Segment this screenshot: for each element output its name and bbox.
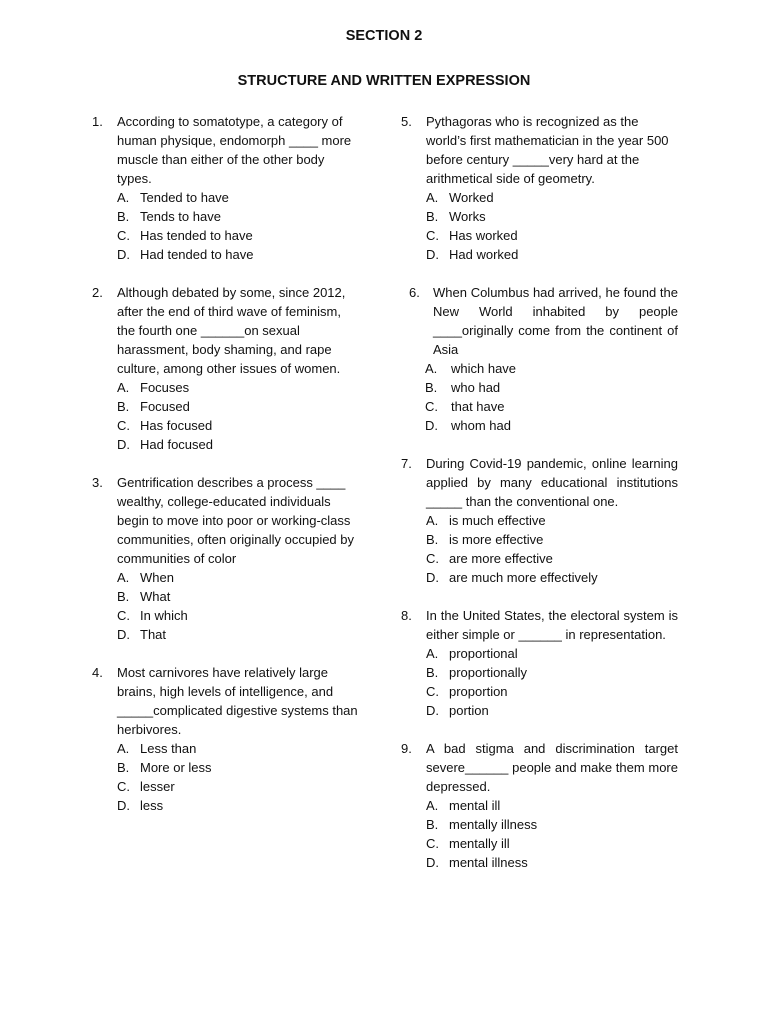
option-text: mentally ill: [449, 836, 510, 851]
option-letter: B.: [117, 399, 130, 414]
option-text: In which: [140, 608, 188, 623]
option-letter: A.: [117, 190, 130, 205]
option-text: proportion: [449, 684, 508, 699]
question-number: 3.: [92, 475, 103, 490]
question-3: [92, 473, 360, 644]
option-c: [117, 606, 360, 625]
question-9: [401, 739, 678, 872]
question-number: 1.: [92, 114, 103, 129]
option-d: [117, 245, 360, 264]
option-c: [426, 682, 678, 701]
option-letter: C.: [117, 608, 130, 623]
option-letter: C.: [426, 836, 439, 851]
option-a: [117, 568, 360, 587]
option-text: portion: [449, 703, 489, 718]
question-1: [92, 112, 360, 264]
option-text: Had tended to have: [140, 247, 254, 262]
option-text: Focused: [140, 399, 190, 414]
option-a: [117, 188, 360, 207]
spacer: [401, 435, 678, 454]
option-letter: D.: [117, 798, 130, 813]
question-stem: When Columbus had arrived, he found the New World inhabited by people ____originally come from the continent of Asia: [433, 285, 678, 357]
option-a: [426, 644, 678, 663]
option-text: lesser: [140, 779, 175, 794]
option-b: [117, 397, 360, 416]
option-letter: D.: [117, 437, 130, 452]
option-text: are much more effectively: [449, 570, 598, 585]
option-text: proportionally: [449, 665, 528, 680]
option-text: Focuses: [140, 380, 190, 395]
spacer: [401, 587, 678, 606]
option-letter: C.: [426, 684, 439, 699]
option-text: Had focused: [140, 437, 213, 452]
option-text: Has worked: [449, 228, 518, 243]
question-stem: Most carnivores have relatively large brains, high levels of intelligence, and _____complicated digestive systems than herbivores.: [117, 665, 358, 737]
question-8: [401, 606, 678, 720]
question-stem: Pythagoras who is recognized as the world’s first mathematician in the year 500 before century _____very hard at the arithmetical side of geometry.: [426, 114, 669, 186]
option-text: Has focused: [140, 418, 213, 433]
option-text: Tends to have: [140, 209, 221, 224]
option-letter: A.: [426, 798, 439, 813]
option-list: [426, 188, 678, 264]
option-d: [117, 435, 360, 454]
option-letter: C.: [425, 399, 438, 414]
option-list: [117, 378, 360, 454]
option-text: That: [140, 627, 167, 642]
option-a: [426, 796, 678, 815]
option-text: are more effective: [449, 551, 553, 566]
option-a: [117, 378, 360, 397]
option-text: Has tended to have: [140, 228, 253, 243]
option-b: [117, 207, 360, 226]
section-heading: SECTION 2: [345, 28, 423, 44]
question-5: [401, 112, 678, 264]
option-list: [117, 568, 360, 644]
question-stem: According to somatotype, a category of human physique, endomorph ____ more muscle than either of the other body types.: [117, 114, 352, 186]
option-letter: B.: [426, 209, 439, 224]
option-letter: B.: [426, 665, 439, 680]
option-text: whom had: [451, 418, 511, 433]
option-text: Less than: [140, 741, 197, 756]
spacer: [401, 264, 678, 283]
question-stem: Gentrification describes a process ____ wealthy, college-educated individuals begin to move into poor or working-class communities, often originally occupied by communities of color: [117, 475, 355, 566]
option-text: Tended to have: [140, 190, 229, 205]
option-b: [426, 815, 678, 834]
option-a: [117, 739, 360, 758]
option-c: [117, 777, 360, 796]
option-text: less: [140, 798, 164, 813]
question-number: 4.: [92, 665, 103, 680]
option-letter: B.: [117, 209, 130, 224]
option-c: [425, 397, 678, 416]
question-7: [401, 454, 678, 587]
option-b: [425, 378, 678, 397]
option-text: mental ill: [449, 798, 501, 813]
option-text: proportional: [449, 646, 518, 661]
option-text: Works: [449, 209, 486, 224]
question-number: 7.: [401, 456, 412, 471]
question-6: [401, 283, 678, 435]
option-list: [425, 359, 678, 435]
option-letter: A.: [117, 380, 130, 395]
option-list: [426, 644, 678, 720]
option-text: who had: [451, 380, 501, 395]
option-text: which have: [451, 361, 517, 376]
page-title: STRUCTURE AND WRITTEN EXPRESSION: [237, 73, 531, 89]
option-letter: A.: [425, 361, 438, 376]
option-list: [426, 511, 678, 587]
option-text: Had worked: [449, 247, 519, 262]
option-text: that have: [451, 399, 505, 414]
option-text: is much effective: [449, 513, 546, 528]
option-d: [426, 245, 678, 264]
right-column: [401, 112, 678, 872]
option-b: [117, 587, 360, 606]
option-c: [426, 549, 678, 568]
question-number: 8.: [401, 608, 412, 623]
option-b: [426, 530, 678, 549]
option-letter: A.: [426, 646, 439, 661]
spacer: [92, 454, 360, 473]
option-letter: D.: [117, 627, 130, 642]
option-letter: B.: [117, 589, 130, 604]
option-letter: A.: [426, 513, 439, 528]
option-text: mental illness: [449, 855, 528, 870]
question-stem: During Covid-19 pandemic, online learning applied by many educational institutions _____ than the conventional one.: [426, 456, 678, 509]
question-number: 5.: [401, 114, 412, 129]
option-d: [426, 853, 678, 872]
option-letter: A.: [117, 741, 130, 756]
left-column: [92, 112, 360, 815]
option-list: [426, 796, 678, 872]
option-letter: D.: [426, 855, 439, 870]
question-2: [92, 283, 360, 454]
question-number: 9.: [401, 741, 412, 756]
question-number: 6.: [409, 285, 420, 300]
option-a: [426, 188, 678, 207]
option-b: [426, 663, 678, 682]
question-stem: Although debated by some, since 2012, after the end of third wave of feminism, the fourth one ______on sexual harassment, body shaming, and rape culture, among other issues of women.: [117, 285, 346, 376]
question-stem: In the United States, the electoral system is either simple or ______ in representation.: [426, 608, 678, 642]
option-letter: C.: [426, 228, 439, 243]
option-letter: A.: [117, 570, 130, 585]
option-c: [117, 416, 360, 435]
option-letter: D.: [426, 703, 439, 718]
option-b: [117, 758, 360, 777]
spacer: [401, 720, 678, 739]
question-stem: A bad stigma and discrimination target severe______ people and make them more depressed.: [426, 741, 678, 794]
option-letter: A.: [426, 190, 439, 205]
option-letter: B.: [426, 532, 439, 547]
option-d: [425, 416, 678, 435]
option-b: [426, 207, 678, 226]
option-letter: B.: [426, 817, 439, 832]
option-letter: C.: [426, 551, 439, 566]
option-list: [117, 739, 360, 815]
option-letter: C.: [117, 418, 130, 433]
option-letter: B.: [425, 380, 438, 395]
option-letter: C.: [117, 228, 130, 243]
option-a: [425, 359, 678, 378]
option-letter: D.: [117, 247, 130, 262]
option-text: What: [140, 589, 171, 604]
spacer: [92, 644, 360, 663]
option-letter: D.: [425, 418, 438, 433]
option-d: [426, 701, 678, 720]
option-c: [117, 226, 360, 245]
question-4: [92, 663, 360, 815]
option-text: More or less: [140, 760, 212, 775]
question-number: 2.: [92, 285, 103, 300]
option-c: [426, 834, 678, 853]
option-text: is more effective: [449, 532, 544, 547]
option-a: [426, 511, 678, 530]
option-d: [426, 568, 678, 587]
option-d: [117, 625, 360, 644]
option-c: [426, 226, 678, 245]
option-letter: C.: [117, 779, 130, 794]
option-d: [117, 796, 360, 815]
option-letter: B.: [117, 760, 130, 775]
option-letter: D.: [426, 247, 439, 262]
option-text: When: [140, 570, 174, 585]
option-letter: D.: [426, 570, 439, 585]
option-list: [117, 188, 360, 264]
spacer: [92, 264, 360, 283]
option-text: mentally illness: [449, 817, 538, 832]
option-text: Worked: [449, 190, 494, 205]
